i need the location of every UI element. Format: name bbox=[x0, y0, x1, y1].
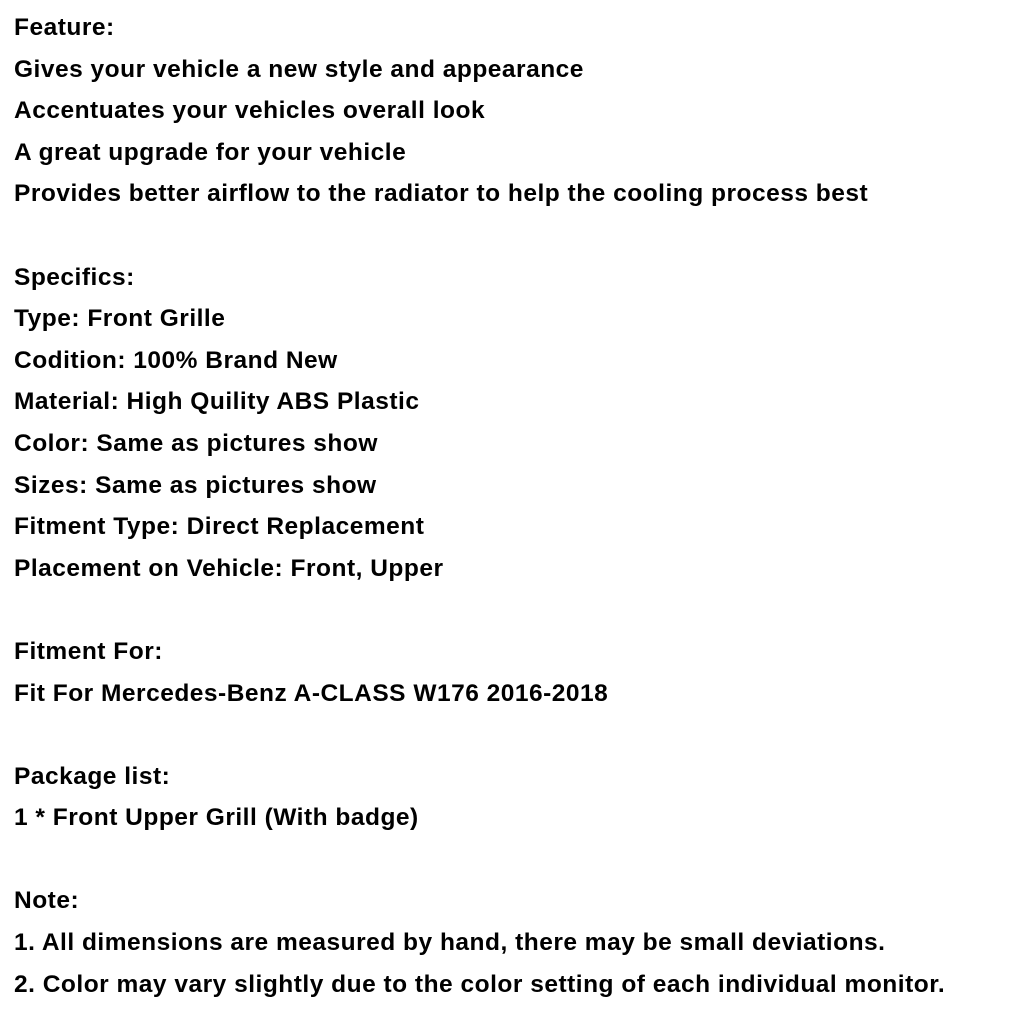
feature-item: Gives your vehicle a new style and appearance bbox=[14, 55, 584, 83]
fitment-heading: Fitment For: bbox=[14, 637, 163, 665]
specifics-item: Color: Same as pictures show bbox=[14, 429, 378, 457]
product-description bbox=[14, 7, 1018, 1005]
note-item: 1. All dimensions are measured by hand, there may be small deviations. bbox=[14, 929, 886, 957]
specifics-heading: Specifics: bbox=[14, 263, 135, 291]
specifics-item: Placement on Vehicle: Front, Upper bbox=[14, 554, 444, 582]
note-item: 2. Color may vary slightly due to the color setting of each individual monitor. bbox=[14, 970, 946, 998]
section-spacer bbox=[14, 215, 1018, 257]
feature-item: Provides better airflow to the radiator to help the cooling process best bbox=[14, 180, 869, 208]
specifics-item: Fitment Type: Direct Replacement bbox=[14, 513, 425, 541]
feature-section bbox=[14, 7, 1018, 215]
section-spacer bbox=[14, 714, 1018, 756]
feature-heading: Feature: bbox=[14, 14, 115, 41]
note-section bbox=[14, 880, 1018, 1005]
note-heading: Note: bbox=[14, 887, 80, 915]
specifics-item: Type: Front Grille bbox=[14, 305, 226, 333]
feature-item: A great upgrade for your vehicle bbox=[14, 138, 407, 166]
specifics-item: Codition: 100% Brand New bbox=[14, 346, 338, 374]
specifics-item: Material: High Quility ABS Plastic bbox=[14, 388, 420, 416]
specifics-section bbox=[14, 257, 1018, 590]
specifics-item: Sizes: Same as pictures show bbox=[14, 471, 377, 499]
fitment-item: Fit For Mercedes-Benz A-CLASS W176 2016-2018 bbox=[14, 679, 609, 707]
section-spacer bbox=[14, 839, 1018, 881]
package-item: 1 * Front Upper Grill (With badge) bbox=[14, 804, 419, 832]
package-heading: Package list: bbox=[14, 762, 171, 790]
section-spacer bbox=[14, 589, 1018, 631]
package-section bbox=[14, 756, 1018, 839]
fitment-section bbox=[14, 631, 1018, 714]
feature-item: Accentuates your vehicles overall look bbox=[14, 97, 486, 125]
